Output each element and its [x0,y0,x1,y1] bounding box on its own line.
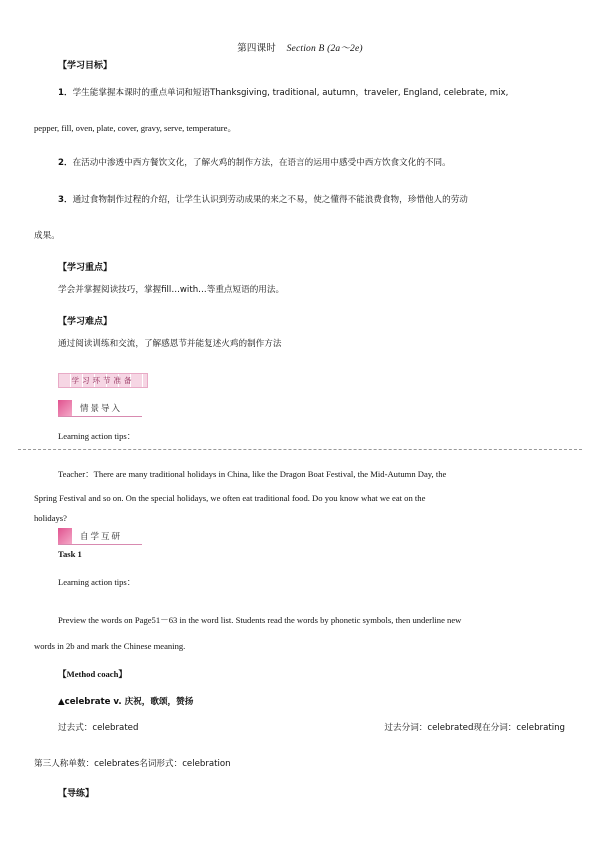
objective-3-num: 3． [58,195,73,205]
objective-3-text: 通过食物制作过程的介绍，让学生认识到劳动成果的来之不易，使之懂得不能浪费食物，珍惜他人的劳动 [72,195,468,205]
teacher-line-3: holidays? [34,513,67,523]
teacher-line-1: Teacher：There are many traditional holidays in China, like the Dragon Boat Festival, the Mid-Autumn Day, the [58,469,447,479]
objective-2-text: 在活动中渗透中西方餐饮文化，了解火鸡的制作方法，在语言的运用中感受中西方饮食文化的不同。 [72,158,451,168]
past-participle: 过去分词：celebrated现在分词：celebrating [384,723,565,733]
difficulties-text: 通过阅读训练和交流，了解感恩节并能复述火鸡的制作方法 [58,339,282,349]
objective-2-num: 2． [58,158,73,168]
situation-banner-block [58,400,72,416]
task-label: Task 1 [58,549,82,559]
divider [18,449,582,452]
preview-line-2: words in 2b and mark the Chinese meaning. [34,641,186,651]
key-points-heading: 【学习重点】 [58,263,113,273]
preview-line-1: Preview the words on Page51－63 in the word list. Students read the words by phonetic symbols, then underline new [58,615,462,625]
tips-label-2: Learning action tips： [58,577,136,587]
objective-1 [58,86,588,99]
objectives-heading: 【学习目标】 [58,61,113,71]
word-entry-celebrate: ▲celebrate v. 庆祝，歌颂，赞扬 [58,697,194,707]
difficulties-heading: 【学习难点】 [58,317,113,327]
lesson-title [0,40,600,54]
key-points-text: 学会并掌握阅读技巧，掌握fill…with…等重点短语的用法。 [58,285,285,295]
objective-3-cont: 成果。 [34,231,60,241]
tips-label-1: Learning action tips： [58,431,136,441]
situation-banner-label: 情景导入 [80,404,123,414]
guide-heading: 【导练】 [58,789,95,799]
method-coach-heading: 【Method coach】 [58,669,127,679]
objective-1-text: 学生能掌握本课时的重点单词和短语Thanksgiving, traditional, autumn，traveler, England, celebrate, mix, [72,88,509,98]
objective-1-num: 1． [58,88,73,98]
third-person-form: 第三人称单数：celebrates名词形式：celebration [34,759,231,769]
self-study-banner-block [58,528,72,544]
objective-1-cont: pepper, fill, oven, plate, cover, gravy, serve, temperature。 [34,123,237,133]
objective-2 [58,156,588,169]
lesson-title-section: Section B (2a～2e) [286,44,363,54]
teacher-line-2: Spring Festival and so on. On the special holidays, we often eat traditional food. Do you know what we eat on the [34,493,426,503]
situation-banner [58,400,142,417]
objective-3 [58,193,588,206]
lesson-title-cn: 第四课时 [237,44,276,54]
self-study-banner-label: 自学互研 [80,532,123,542]
self-study-banner [58,528,142,545]
prep-banner: 学习环节准备 [58,373,148,388]
past-tense: 过去式：celebrated [58,723,139,733]
